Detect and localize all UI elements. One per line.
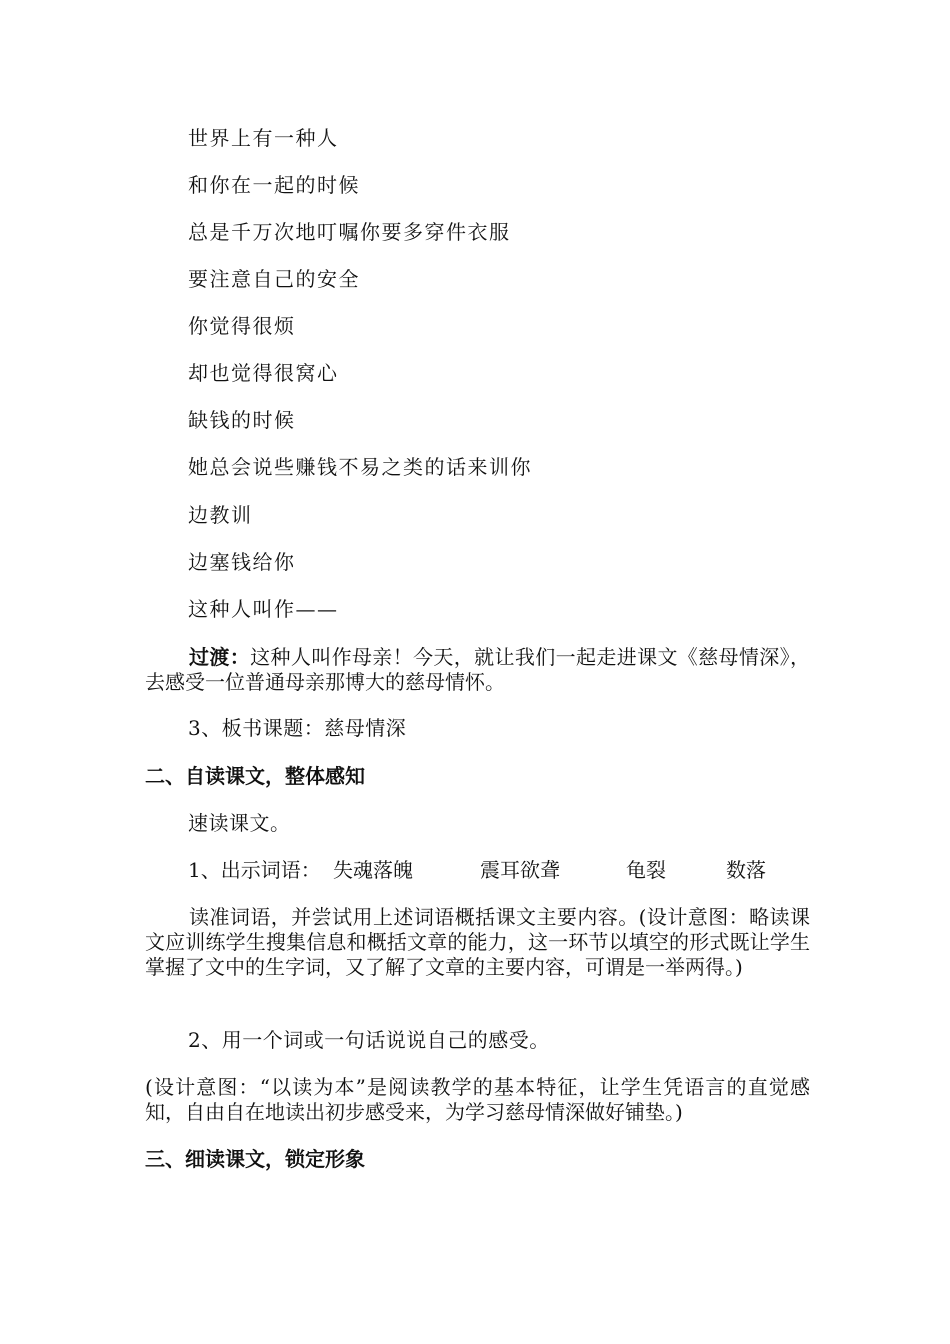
section-2-heading: 二、自读课文，整体感知 [145, 764, 365, 788]
poem-line: 要注意自己的安全 [188, 267, 360, 291]
transition-label: 过渡： [189, 645, 251, 669]
section-3-heading: 三、细读课文，锁定形象 [145, 1147, 365, 1171]
vocabulary-row [188, 858, 788, 882]
design-intent-paragraph-1: 读准词语，并尝试用上述词语概括课文主要内容。(设计意图：略读课文应训练学生搜集信息和概括文章的能力，这一环节以填空的形式既让学生掌握了文中的生字词，又了解了文章的主要内容，可谓是一举两得。) [145, 905, 810, 979]
vocabulary-word: 失魂落魄 [333, 858, 413, 882]
poem-line: 却也觉得很窝心 [188, 361, 339, 385]
poem-line: 和你在一起的时候 [188, 173, 360, 197]
vocabulary-word: 龟裂 [626, 858, 666, 882]
poem-line: 缺钱的时候 [188, 408, 296, 432]
step-2-text: 2、用一个词或一句话说说自己的感受。 [188, 1028, 550, 1052]
poem-line: 她总会说些赚钱不易之类的话来训你 [188, 455, 532, 479]
poem-line: 这种人叫作—— [188, 597, 339, 621]
design-intent-paragraph-2: (设计意图：“以读为本”是阅读教学的基本特征，让学生凭语言的直觉感知，自由自在地读出初步感受来，为学习慈母情深做好铺垫。) [145, 1075, 810, 1124]
vocabulary-word: 震耳欲聋 [480, 858, 560, 882]
poem-line: 边教训 [188, 503, 253, 527]
vocabulary-label: 1、出示词语： [188, 858, 321, 882]
poem-line: 总是千万次地叮嘱你要多穿件衣服 [188, 220, 511, 244]
section-2-intro: 速读课文。 [188, 811, 291, 835]
poem-line: 世界上有一种人 [188, 126, 339, 150]
transition-paragraph [145, 645, 810, 695]
poem-line: 你觉得很烦 [188, 314, 296, 338]
poem-line: 边塞钱给你 [188, 550, 296, 574]
vocabulary-word: 数落 [726, 858, 766, 882]
step-3-text: 3、板书课题：慈母情深 [188, 716, 407, 740]
transition-text: 这种人叫作母亲！今天，就让我们一起走进课文《慈母情深》，去感受一位普通母亲那博大的慈母情怀。 [145, 645, 811, 694]
